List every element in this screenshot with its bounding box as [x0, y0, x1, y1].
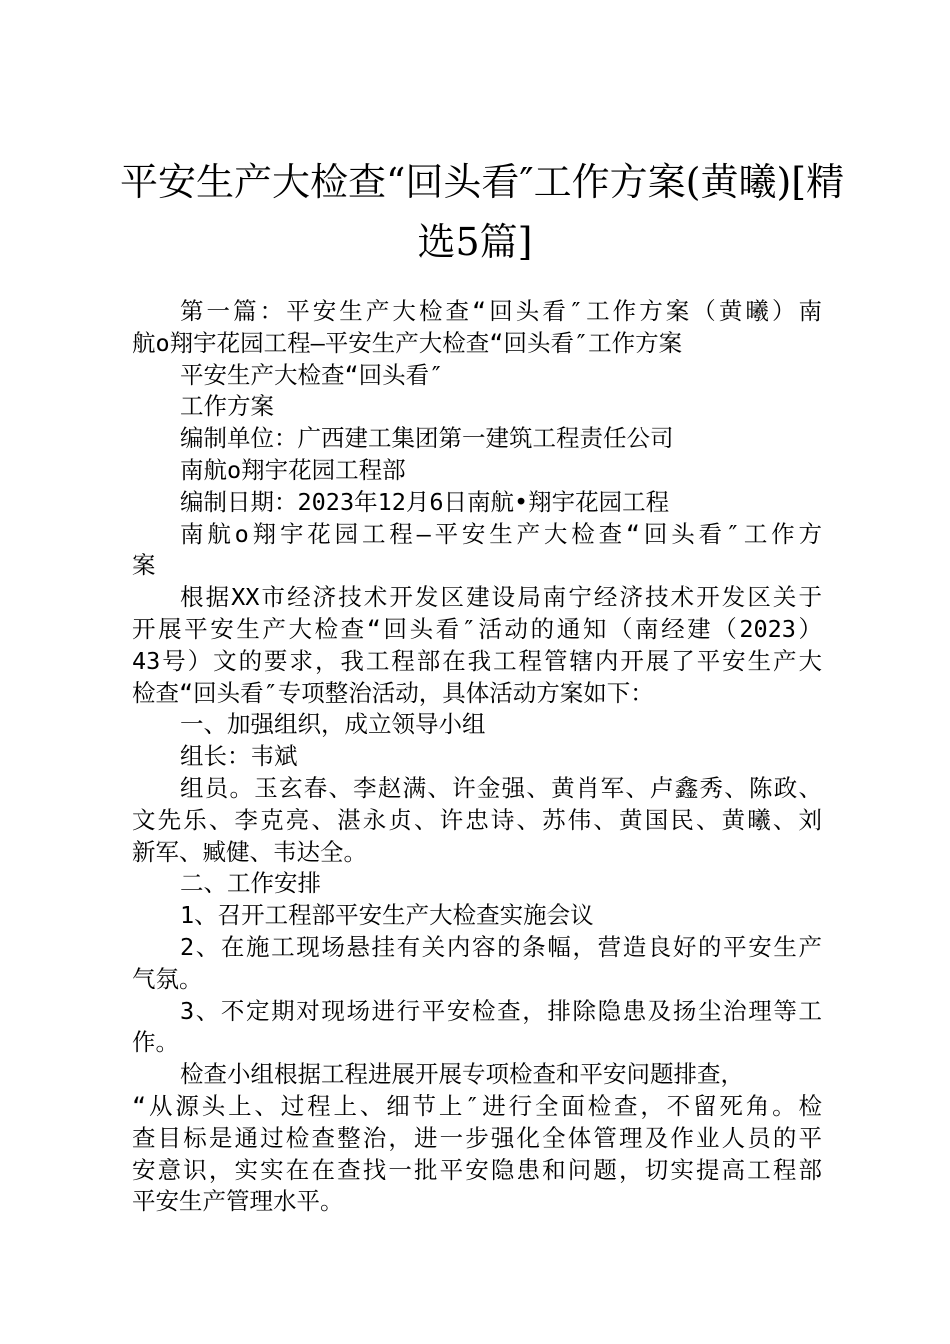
- document-title-line-1: 平安生产大检查“回头看″工作方案(黄曦)[精: [120, 160, 845, 204]
- body-line: 编制日期：2023年12月6日南航•翔宇花园工程: [180, 487, 670, 516]
- body-line: 检查小组根据工程进展开展专项检查和平安问题排查，: [180, 1060, 744, 1089]
- body-line: 检查“回头看″专项整治活动，具体活动方案如下：: [132, 678, 654, 707]
- body-line: 文先乐、李克亮、湛永贞、许忠诗、苏伟、黄国民、黄曦、刘: [132, 805, 822, 834]
- body-line: 南航o翔宇花园工程—平安生产大检查“回头看″工作方: [180, 519, 822, 548]
- body-line: 根据XX市经济技术开发区建设局南宁经济技术开发区关于: [180, 583, 822, 612]
- body-line: 航o翔宇花园工程—平安生产大检查“回头看″工作方案: [132, 328, 683, 357]
- body-line: “从源头上、过程上、细节上″进行全面检查，不留死角。检: [132, 1091, 822, 1120]
- document-body: [132, 296, 822, 1218]
- body-line: 第一篇：平安生产大检查“回头看″工作方案（黄曦）南: [180, 297, 822, 325]
- body-line: 3、不定期对现场进行平安检查，排除隐患及扬尘治理等工: [180, 996, 822, 1025]
- body-line: 平安生产管理水平。: [132, 1187, 344, 1216]
- body-line: 新军、臧健、韦达全。: [132, 837, 367, 866]
- body-line: 作。: [132, 1028, 179, 1057]
- body-line: 工作方案: [180, 392, 274, 421]
- body-line: 气氛。: [132, 964, 203, 993]
- document-title-line-2: 选5篇]: [417, 220, 533, 264]
- body-line: 1、召开工程部平安生产大检查实施会议: [180, 901, 594, 930]
- body-line: 南航o翔宇花园工程部: [180, 455, 406, 484]
- body-line: 安意识，实实在在查找一批平安隐患和问题，切实提高工程部: [132, 1155, 822, 1184]
- body-line: 二、工作安排: [180, 869, 321, 898]
- body-line: 2、在施工现场悬挂有关内容的条幅，营造良好的平安生产: [180, 932, 822, 961]
- body-line: 43号）文的要求，我工程部在我工程管辖内开展了平安生产大: [132, 646, 822, 675]
- body-line: 编制单位：广西建工集团第一建筑工程责任公司: [180, 424, 674, 453]
- body-line: 平安生产大检查“回头看″: [180, 360, 444, 389]
- body-line: 一、加强组织，成立领导小组: [180, 710, 486, 739]
- body-line: 组长：韦斌: [180, 742, 298, 771]
- body-line: 开展平安生产大检查“回头看″活动的通知（南经建（2023）: [132, 614, 822, 643]
- body-line: 案: [132, 551, 156, 580]
- body-line: 查目标是通过检查整治，进一步强化全体管理及作业人员的平: [132, 1123, 822, 1152]
- body-line: 组员。玉玄春、李赵满、许金强、黄肖军、卢鑫秀、陈政、: [180, 773, 822, 802]
